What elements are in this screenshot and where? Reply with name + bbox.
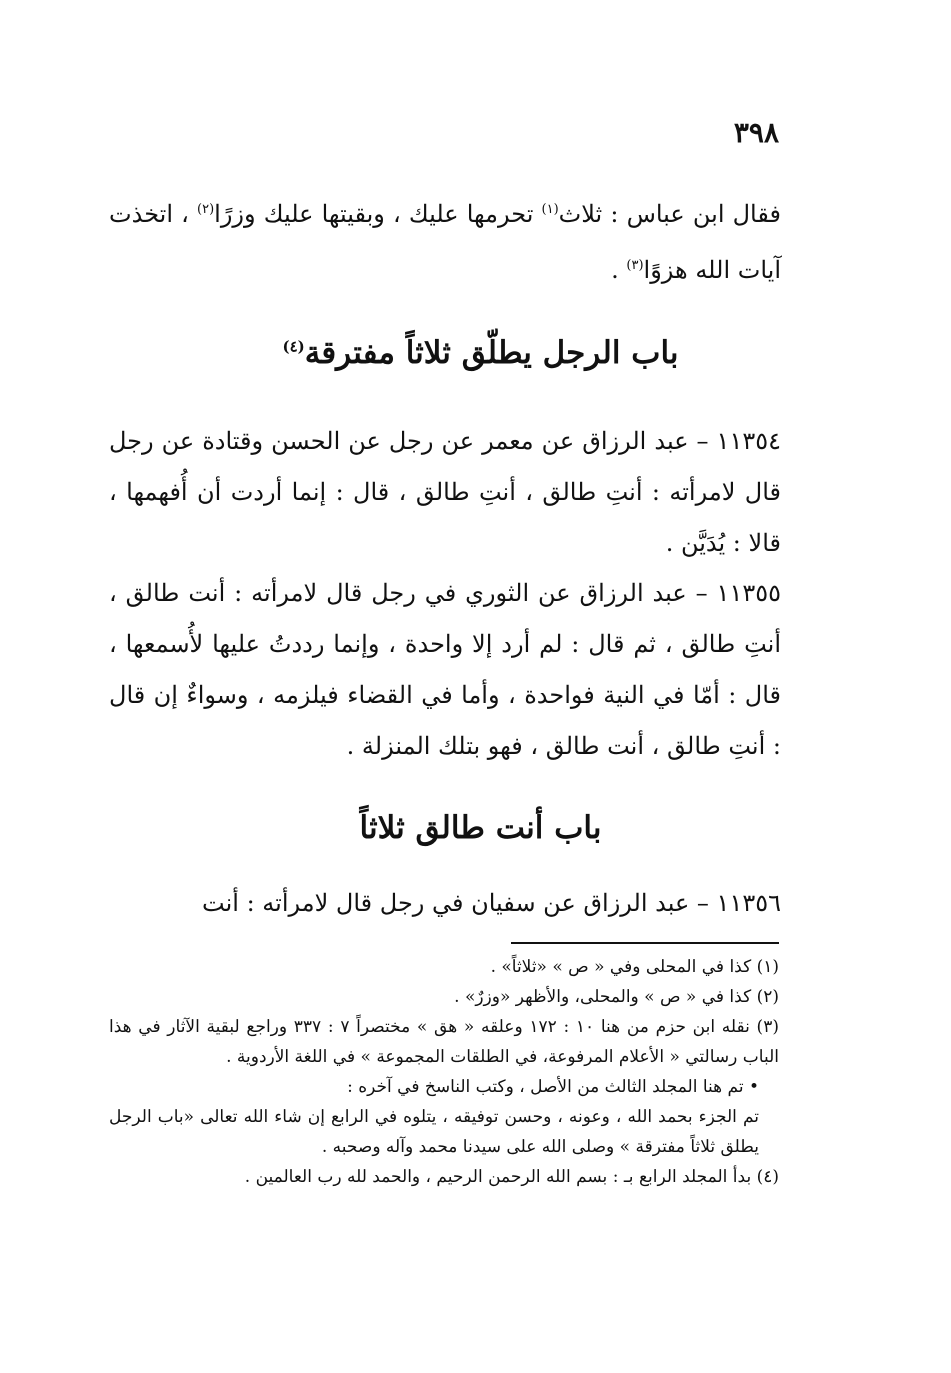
hadith-11356: ١١٣٥٦ – عبد الرزاق عن سفيان في رجل قال لامرأته : أنت <box>202 889 781 917</box>
footnote-2: (٢) كذا في « ص » والمحلى، والأظهر «وزرٌ» . <box>454 987 779 1007</box>
chapter-heading-2: باب أنت طالق ثلاثاً <box>359 810 602 846</box>
chapter-heading-1-text: باب الرجل يطلّق ثلاثاً مفترقة <box>304 335 679 371</box>
intro-text-3: ، اتخذت آيات الله هزوًا <box>109 200 781 284</box>
footnote-3-colophon: تم الجزء بحمد الله ، وعونه ، وحسن توفيقه ، يتلوه في الرابع إن شاء الله تعالى «باب الرجل يطلق ثلاثاً مفترقة » وصلى الله على سيدنا محمد وآله وصحبه . <box>109 1107 759 1157</box>
footnote-ref-2[interactable]: (٢) <box>197 202 215 217</box>
intro-text-2: تحرمها عليك ، وبقيتها عليك وزرًا <box>214 200 542 228</box>
footnote-3: (٣) نقله ابن حزم من هنا ١٠ : ١٧٢ وعلقه « هق » مختصراً ٧ : ٣٣٧ وراجع لبقية الآثار في هذا الباب رسالتي « الأعلام المرفوعة، في الطلقات المجموعة » في اللغة الأردوية . <box>109 1017 779 1067</box>
page-number: ٣٩٨ <box>733 116 779 149</box>
footnote-divider <box>511 942 779 944</box>
intro-end: . <box>611 256 627 284</box>
hadith-11354: ١١٣٥٤ – عبد الرزاق عن معمر عن رجل عن الحسن وقتادة عن رجل قال لامرأته : أنتِ طالق ، أنتِ طالق ، قال : إنما أردت أن أُفهمها ، قالا : يُدَيَّن . <box>109 427 781 557</box>
footnote-4: (٤) بدأ المجلد الرابع بـ : بسم الله الرحمن الرحيم ، والحمد لله رب العالمين . <box>244 1167 779 1187</box>
chapter-heading-1 <box>0 335 951 371</box>
footnote-ref-1[interactable]: (١) <box>541 202 559 217</box>
footnote-ref-4[interactable]: (٤) <box>282 337 305 356</box>
hadith-11355: ١١٣٥٥ – عبد الرزاق عن الثوري في رجل قال لامرأته : أنت طالق ، أنتِ طالق ، ثم قال : لم أرد إلا واحدة ، وإنما رددتُ عليها لأُسمعها ، قال : أمّا في النية فواحدة ، وأما في القضاء فيلزمه ، وسواءٌ إن قال : أنتِ طالق ، أنت طالق ، فهو بتلك المنزلة . <box>109 579 781 760</box>
footnote-1: (١) كذا في المحلى وفي « ص » «ثلاثاً» . <box>490 957 779 977</box>
footnotes <box>109 952 779 1192</box>
footnote-ref-3[interactable]: (٣) <box>626 258 644 273</box>
footnote-3-note: • تم هنا المجلد الثالث من الأصل ، وكتب الناسخ في آخره : <box>347 1077 759 1097</box>
intro-text-1: فقال ابن عباس : ثلاث <box>558 200 781 228</box>
intro-paragraph <box>109 184 781 296</box>
